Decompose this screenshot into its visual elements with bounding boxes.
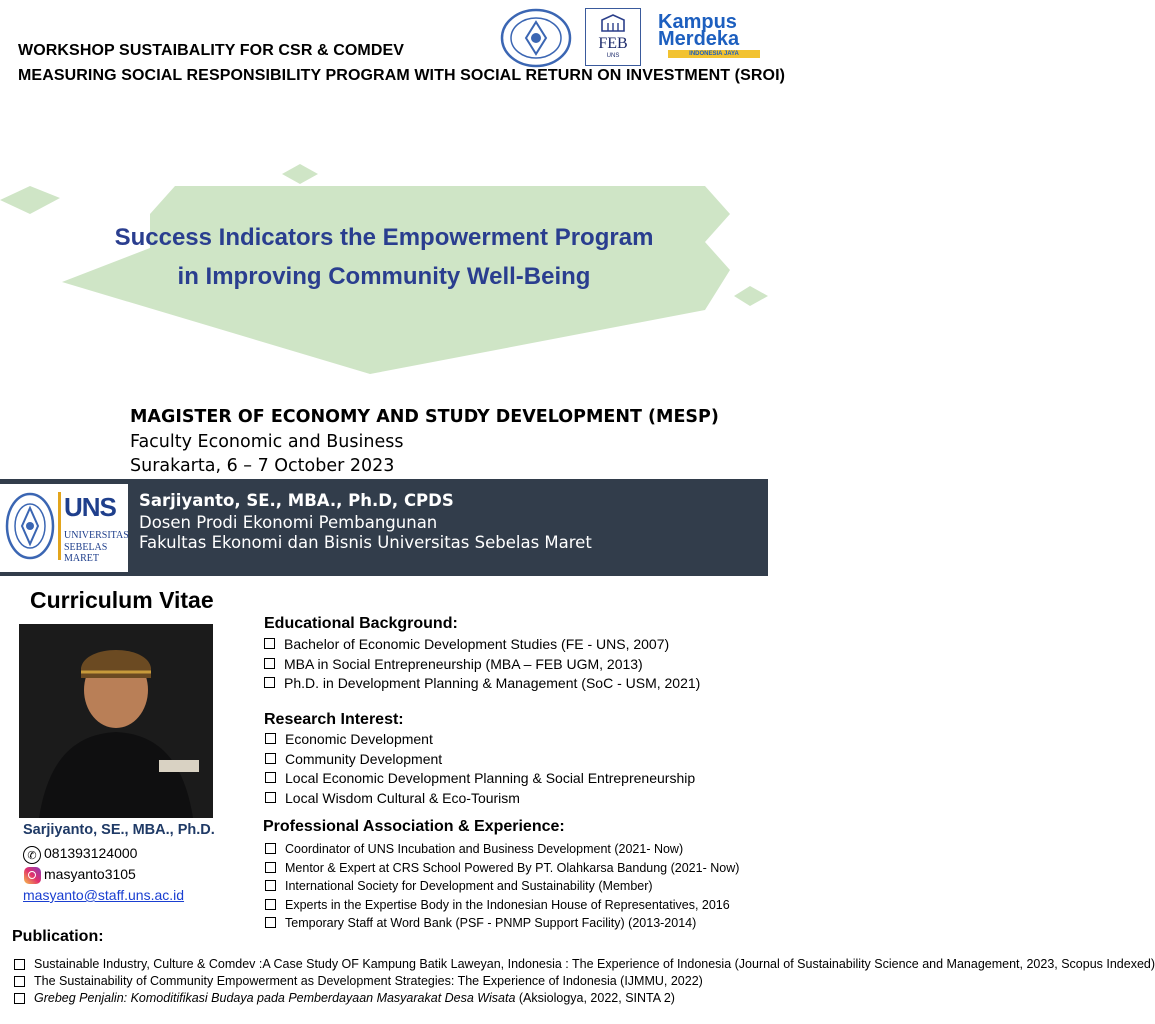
list-item: MBA in Social Entrepreneurship (MBA – FEB UGM, 2013)	[262, 655, 700, 675]
profile-name: Sarjiyanto, SE., MBA., Ph.D.	[23, 822, 215, 838]
checkbox-icon	[14, 959, 25, 970]
speaker-faculty: Fakultas Ekonomi dan Bisnis Universitas Sebelas Maret	[139, 533, 592, 552]
checkbox-icon	[265, 880, 276, 891]
checkbox-icon	[264, 638, 275, 649]
workshop-title: WORKSHOP SUSTAIBALITY FOR CSR & COMDEV	[18, 42, 405, 59]
list-item: The Sustainability of Community Empowerment as Development Strategies: The Experience of Indonesia (IJMMU, 2022)	[12, 973, 752, 990]
research-list	[263, 730, 695, 808]
professional-heading: Professional Association & Experience:	[263, 818, 565, 835]
profile-photo	[19, 624, 213, 818]
list-item: Experts in the Expertise Body in the Indonesian House of Representatives, 2016	[263, 896, 739, 915]
checkbox-icon	[14, 976, 25, 987]
phone-number: 081393124000	[44, 845, 138, 861]
list-item: Community Development	[263, 750, 695, 770]
checkbox-icon	[14, 993, 25, 1004]
uns-seal-icon	[4, 490, 56, 562]
research-heading: Research Interest:	[264, 711, 404, 728]
workshop-subtitle: MEASURING SOCIAL RESPONSIBILITY PROGRAM WITH SOCIAL RETURN ON INVESTMENT (SROI)	[18, 67, 786, 84]
list-item: Coordinator of UNS Incubation and Business Development (2021- Now)	[263, 840, 739, 859]
presentation-title-line1: Success Indicators the Empowerment Program	[114, 224, 654, 251]
checkbox-icon	[265, 843, 276, 854]
phone-icon: ✆	[23, 846, 41, 864]
list-item: Temporary Staff at Word Bank (PSF - PNMP Support Facility) (2013-2014)	[263, 914, 739, 933]
list-item: Sustainable Industry, Culture & Comdev :A Case Study OF Kampung Batik Laweyan, Indonesia : The Experience of Indonesia (Journal of Sustainability Science and Management, 2023, Scopus Indexed)	[12, 956, 752, 973]
faculty-name: Faculty Economic and Business	[130, 432, 404, 452]
publication-heading: Publication:	[12, 928, 104, 945]
email-link[interactable]: masyanto@staff.uns.ac.id	[23, 887, 185, 903]
checkbox-icon	[265, 917, 276, 928]
speaker-name: Sarjiyanto, SE., MBA., Ph.D, CPDS	[139, 491, 454, 510]
kampus-merdeka-logo: Kampus Merdeka INDONESIA JAYA	[656, 12, 762, 62]
checkbox-icon	[265, 899, 276, 910]
checkbox-icon	[264, 677, 275, 688]
checkbox-icon	[265, 792, 276, 803]
list-item: Grebeg Penjalin: Komoditifikasi Budaya pada Pemberdayaan Masyarakat Desa Wisata (Aksiologya, 2022, SINTA 2)	[12, 990, 752, 1007]
event-place-date: Surakarta, 6 – 7 October 2023	[130, 456, 395, 476]
checkbox-icon	[265, 733, 276, 744]
instagram-icon	[24, 867, 41, 884]
instagram-handle: masyanto3105	[44, 866, 136, 882]
uns-logo-panel: UNS UNIVERSITAS SEBELAS MARET	[0, 484, 128, 572]
program-name: MAGISTER OF ECONOMY AND STUDY DEVELOPMENT (MESP)	[130, 407, 719, 427]
cv-heading: Curriculum Vitae	[30, 587, 214, 613]
feb-logo: FEB UNS	[585, 8, 641, 66]
speaker-role: Dosen Prodi Ekonomi Pembangunan	[139, 513, 438, 532]
list-item: Mentor & Expert at CRS School Powered By PT. Olahkarsa Bandung (2021- Now)	[263, 859, 739, 878]
publication-list	[12, 956, 1155, 1006]
checkbox-icon	[265, 772, 276, 783]
list-item: International Society for Development and Sustainability (Member)	[263, 877, 739, 896]
uns-seal-logo	[500, 8, 572, 68]
checkbox-icon	[264, 658, 275, 669]
list-item: Local Economic Development Planning & Social Entrepreneurship	[263, 769, 695, 789]
list-item: Economic Development	[263, 730, 695, 750]
list-item: Local Wisdom Cultural & Eco-Tourism	[263, 789, 695, 809]
presentation-title-line2: in Improving Community Well-Being	[177, 263, 591, 290]
checkbox-icon	[265, 753, 276, 764]
list-item: Bachelor of Economic Development Studies (FE - UNS, 2007)	[262, 635, 700, 655]
education-heading: Educational Background:	[264, 615, 458, 632]
education-list	[262, 635, 700, 694]
list-item: Ph.D. in Development Planning & Management (SoC - USM, 2021)	[262, 674, 700, 694]
professional-list	[263, 840, 739, 933]
checkbox-icon	[265, 862, 276, 873]
